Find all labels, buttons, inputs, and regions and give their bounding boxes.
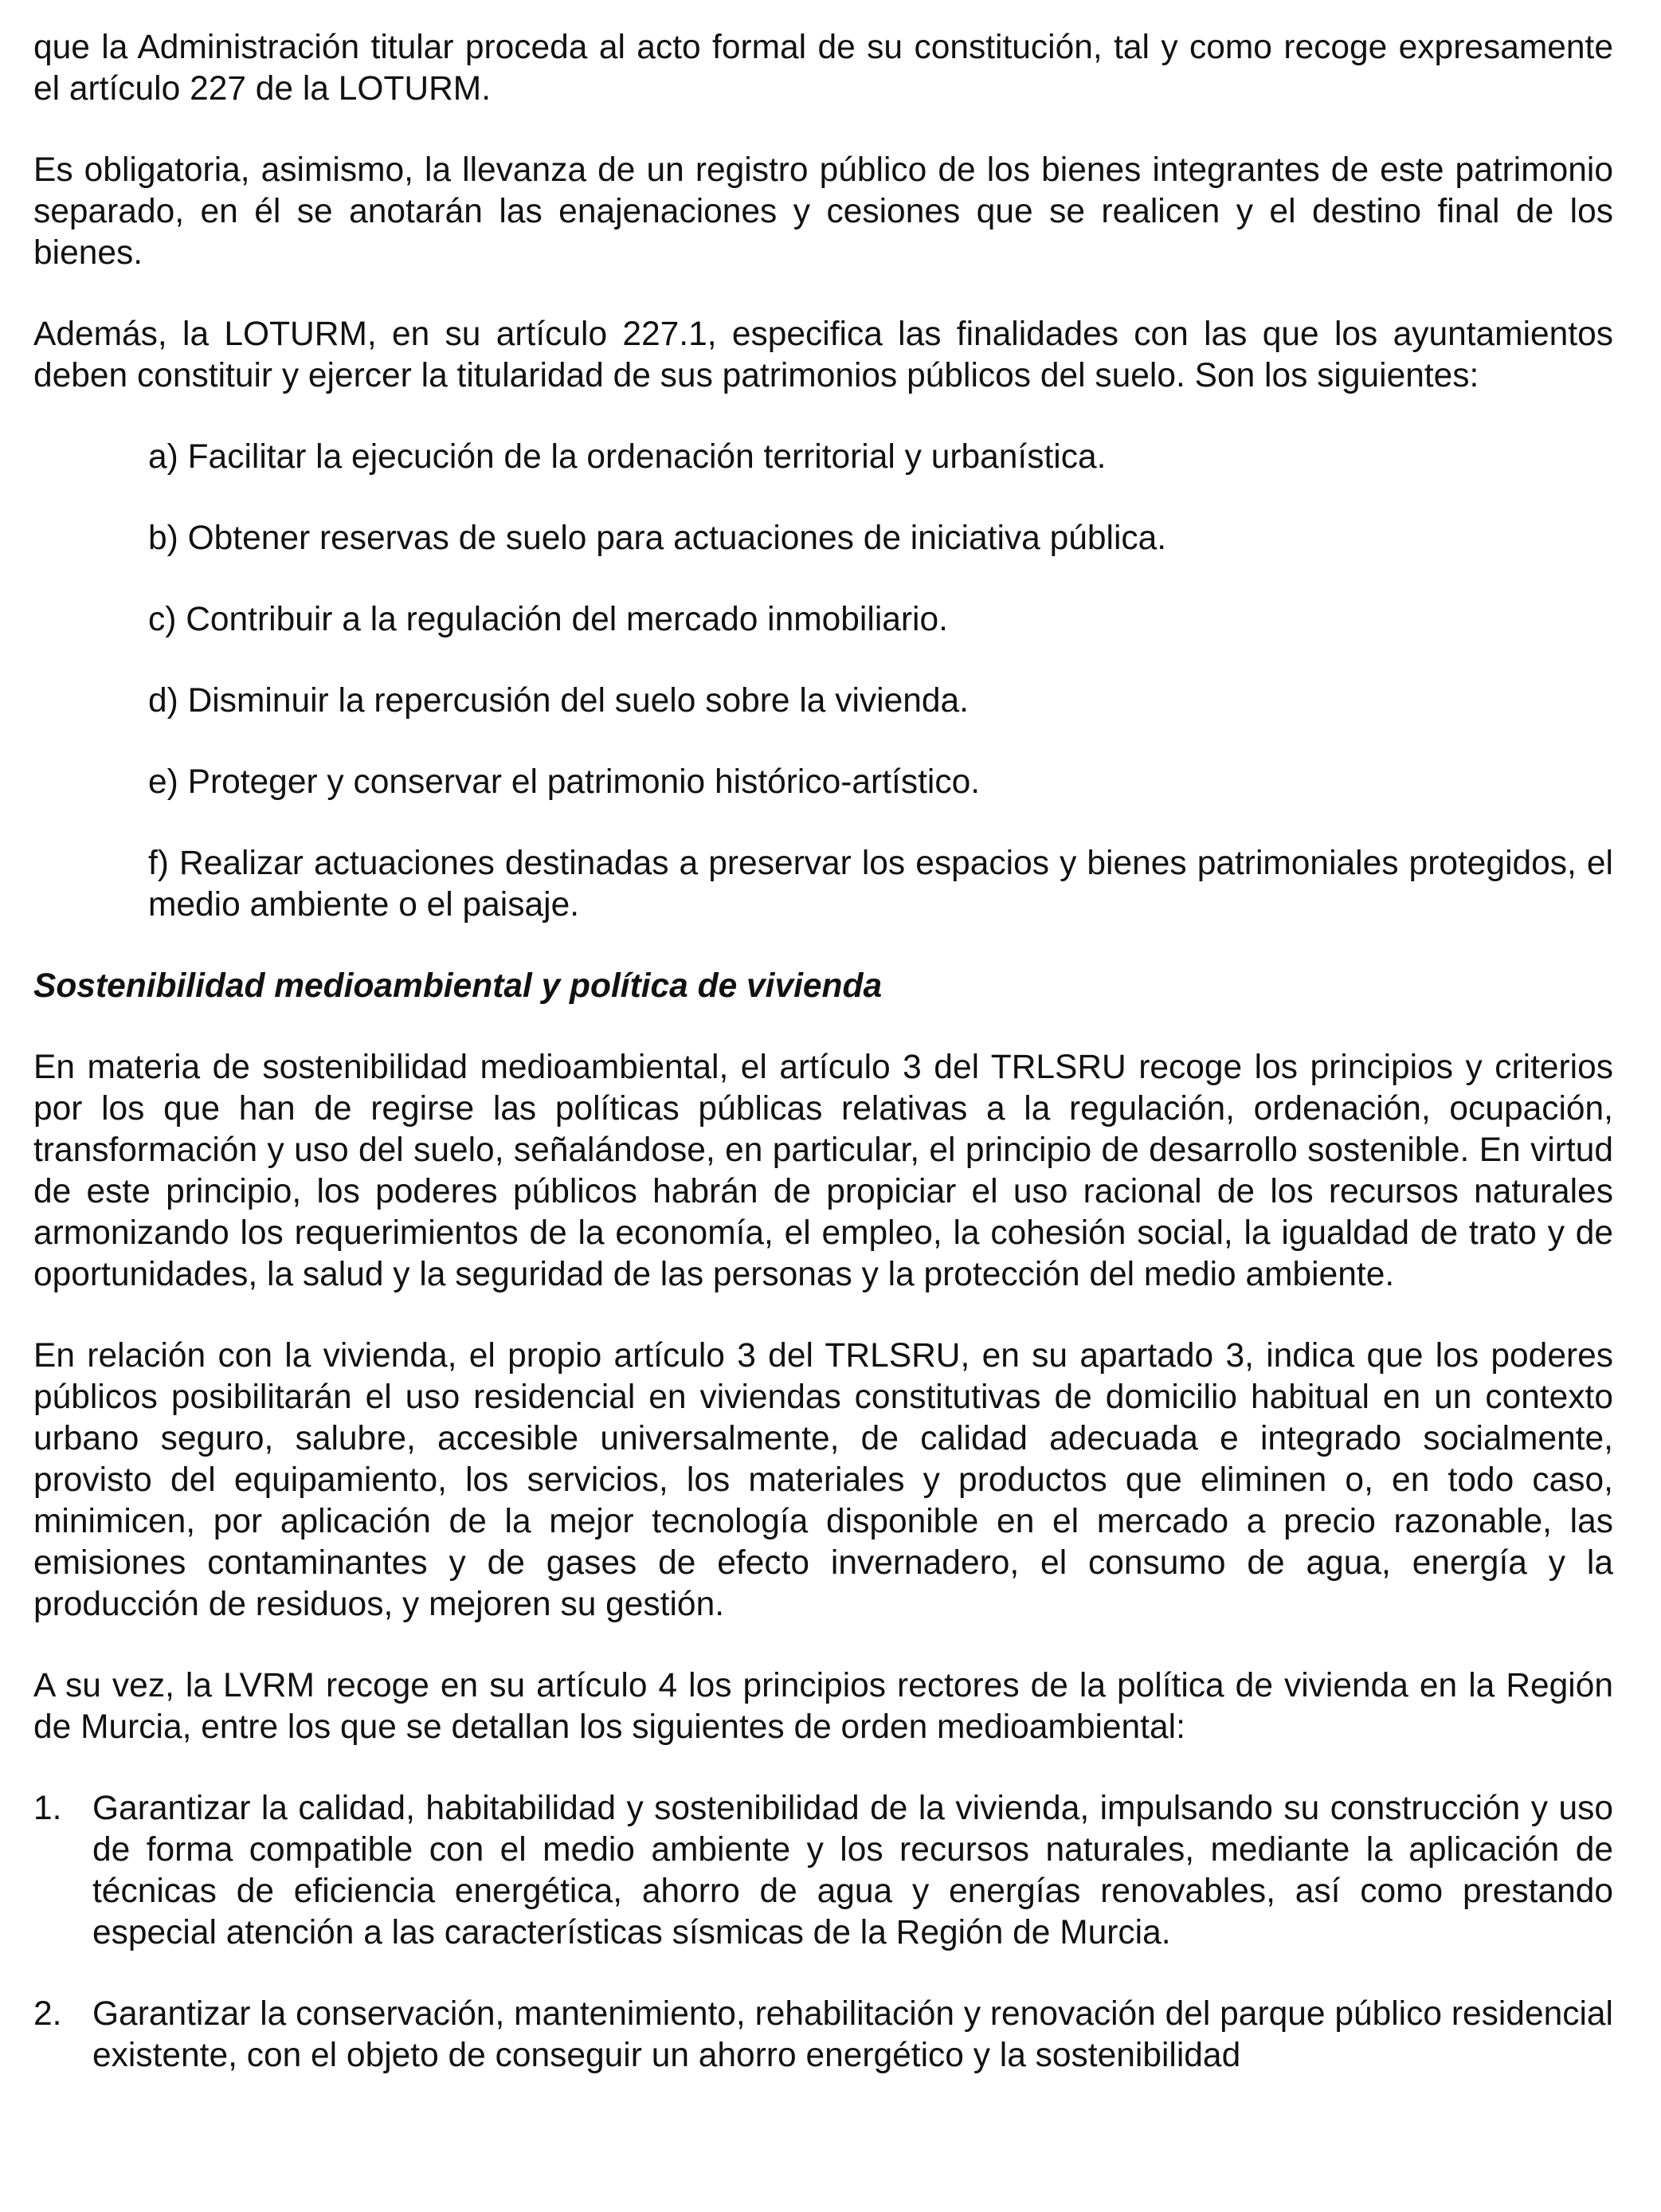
finalidades-list: [148, 437, 1613, 926]
paragraph-sostenibilidad: En materia de sostenibilidad medioambiental, el artículo 3 del TRLSRU recoge los principios y criterios por los que han de regirse las políticas públicas relativas a la regulación, ordenación, ocupación, transformación y uso del suelo, señalándose, en particular, el principio de desarrollo sostenible. En virtud de este principio, los poderes públicos habrán de propiciar el uso racional de los recursos naturales armonizando los requerimientos de la economía, el empleo, la cohesión social, la igualdad de trato y de oportunidades, la salud y la seguridad de las personas y la protección del medio ambiente.: [33, 1049, 1613, 1293]
item-text: Garantizar la conservación, mantenimiento, rehabilitación y renovación del parque público residencial existente, con el objeto de conseguir un ahorro energético y la sostenibilidad: [92, 1995, 1613, 2074]
numbered-item-1: [33, 1788, 1613, 1954]
item-number: 1.: [33, 1790, 62, 1827]
paragraph-constitucion: que la Administración titular proceda al acto formal de su constitución, tal y como recoge expresamente el artículo 227 de la LOTURM.: [33, 29, 1613, 108]
list-item-d: d) Disminuir la repercusión del suelo sobre la vivienda.: [148, 682, 969, 720]
item-number: 2.: [33, 1995, 62, 2033]
paragraph-registro: Es obligatoria, asimismo, la llevanza de un registro público de los bienes integrantes de este patrimonio separado, en él se anotarán las enajenaciones y cesiones que se realicen y el destino final de los bienes.: [33, 151, 1613, 272]
paragraph-vivienda: En relación con la vivienda, el propio artículo 3 del TRLSRU, en su apartado 3, indica que los poderes públicos posibilitarán el uso residencial en viviendas constitutivas de domicilio habitual en un contexto urbano seguro, salubre, accesible universalmente, de calidad adecuada e integrado socialmente, provisto del equipamiento, los servicios, los materiales y productos que eliminen o, en todo caso, minimicen, por aplicación de la mejor tecnología disponible en el mercado a precio razonable, las emisiones contaminantes y de gases de efecto invernadero, el consumo de agua, energía y la producción de residuos, y mejoren su gestión.: [33, 1337, 1613, 1623]
section-heading: Sostenibilidad medioambiental y política de vivienda: [33, 967, 883, 1005]
document-page: [33, 27, 1613, 2077]
list-item-c: c) Contribuir a la regulación del mercado inmobiliario.: [148, 601, 948, 638]
list-item-a: a) Facilitar la ejecución de la ordenación territorial y urbanística.: [148, 438, 1107, 476]
list-item-f: f) Realizar actuaciones destinadas a preservar los espacios y bienes patrimoniales protegidos, el medio ambiente o el paisaje.: [148, 845, 1613, 924]
paragraph-lvrm: A su vez, la LVRM recoge en su artículo 4 los principios rectores de la política de vivienda en la Región de Murcia, entre los que se detallan los siguientes de orden medioambiental:: [33, 1667, 1613, 1746]
item-text: Garantizar la calidad, habitabilidad y sostenibilidad de la vivienda, impulsando su construcción y uso de forma compatible con el medio ambiente y los recursos naturales, mediante la aplicación de técnicas de eficiencia energética, ahorro de agua y energías renovables, así como prestando especial atención a las características sísmicas de la Región de Murcia.: [92, 1790, 1613, 1951]
list-item-e: e) Proteger y conservar el patrimonio histórico-artístico.: [148, 763, 981, 801]
paragraph-finalidades: Además, la LOTURM, en su artículo 227.1, especifica las finalidades con las que los ayuntamientos deben constituir y ejercer la titularidad de sus patrimonios públicos del suelo. Son los siguientes:: [33, 316, 1613, 394]
numbered-item-2: [33, 1994, 1613, 2077]
list-item-b: b) Obtener reservas de suelo para actuaciones de iniciativa pública.: [148, 520, 1167, 557]
